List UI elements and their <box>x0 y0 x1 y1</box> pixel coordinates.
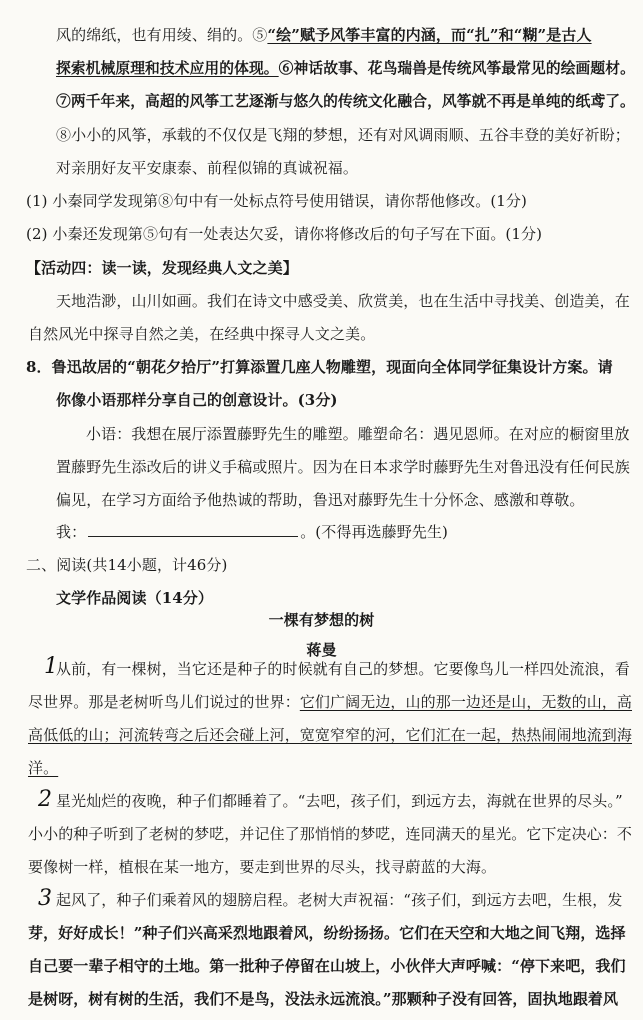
text-line: ⑧小小的风筝，承载的不仅仅是飞翔的梦想，还有对风调雨顺、五谷丰登的美好祈盼； <box>56 126 630 144</box>
text-line: 从前，有一棵树，当它还是种子的时候就有自己的梦想。它要像鸟儿一样四处流浪，看 <box>56 660 630 678</box>
article-author: 蒋曼 <box>306 641 337 659</box>
text-line: 置藤野先生添改后的讲义手稿或照片。因为在日本求学时藤野先生对鲁迅没有任何民族 <box>56 458 630 476</box>
section-heading: 二、阅读(共14小题，计46分) <box>26 556 228 574</box>
handwritten-mark: 1 <box>44 654 58 679</box>
text-line: 高低低的山；河流转弯之后还会碰上河，宽宽窄窄的河，它们汇在一起，热热闹闹地流到海 <box>28 726 633 744</box>
subsection-heading: 文学作品阅读（14分） <box>56 589 213 607</box>
question-1: (1) 小秦同学发现第⑧句中有一处标点符号使用错误，请你帮他修改。(1分) <box>26 192 527 210</box>
text-line: 是树呀，树有树的生活，我们不是鸟，没法永远流浪。”那颗种子没有回答，固执地跟着风 <box>28 990 619 1008</box>
text-line: 小小的种子听到了老树的梦呓，并记住了那悄悄的梦呓，连同满天的星光。它下定决心：不 <box>28 825 633 843</box>
text-line: 对亲朋好友平安康泰、前程似锦的真诚祝福。 <box>56 159 359 177</box>
handwritten-mark: 2 <box>38 787 52 812</box>
answer-line: 我： 。(不得再选藤野先生) <box>56 523 449 541</box>
text-line: 小语：我想在展厅添置藤野先生的雕塑。雕塑命名：遇见恩师。在对应的橱窗里放 <box>86 425 630 443</box>
activity-heading: 【活动四：读一读，发现经典人文之美】 <box>26 259 298 277</box>
question-2: (2) 小秦还发现第⑤句有一处表达欠妥，请你将修改后的句子写在下面。(1分) <box>26 225 543 243</box>
answer-blank[interactable] <box>88 522 298 537</box>
article-title: 一棵有梦想的树 <box>268 611 375 629</box>
question-8-cont: 你像小语那样分享自己的创意设计。(3分) <box>56 391 338 409</box>
question-8: 8．鲁迅故居的“朝花夕拾厅”打算添置几座人物雕塑，现面向全体同学征集设计方案。请 <box>26 358 613 376</box>
text-line: 自然风光中探寻自然之美，在经典中探寻人文之美。 <box>28 325 376 343</box>
text-line: 要像树一样，植根在某一地方，要走到世界的尽头，找寻蔚蓝的大海。 <box>28 858 497 876</box>
text-line: 风的绵纸，也有用绫、绢的。⑤“绘”赋予风筝丰富的内涵，而“扎”和“糊”是古人 <box>56 26 592 44</box>
text-line: 起风了，种子们乘着风的翅膀启程。老树大声祝福：“孩子们，到远方去吧，生根，发 <box>56 891 623 909</box>
text-line: ⑦两千年来，高超的风筝工艺逐渐与悠久的传统文化融合，风筝就不再是单纯的纸鸢了。 <box>56 92 635 110</box>
text-line: 探索机械原理和技术应用的体现。⑥神话故事、花鸟瑞兽是传统风筝最常见的绘画题材。 <box>56 59 635 77</box>
text-line: 星光灿烂的夜晚，种子们都睡着了。“去吧，孩子们，到远方去，海就在世界的尽头。” <box>56 792 623 810</box>
text-line: 尽世界。那是老树听鸟儿们说过的世界：它们广阔无边，山的那一边还是山，无数的山，高 <box>28 693 633 711</box>
text-line: 偏见，在学习方面给予他热诚的帮助，鲁迅对藤野先生十分怀念、感激和尊敬。 <box>56 491 585 509</box>
text-line: 洋。 <box>28 759 59 777</box>
handwritten-mark: 3 <box>38 886 52 911</box>
text-line: 天地浩渺，山川如画。我们在诗文中感受美、欣赏美，也在生活中寻找美、创造美，在 <box>56 292 630 310</box>
text-line: 自己要一辈子相守的土地。第一批种子停留在山坡上，小伙伴大声呼喊：“停下来吧，我们 <box>28 957 626 975</box>
text-line: 芽，好好成长！”种子们兴高采烈地跟着风，纷纷扬扬。它们在天空和大地之间飞翔，选择 <box>28 924 626 942</box>
